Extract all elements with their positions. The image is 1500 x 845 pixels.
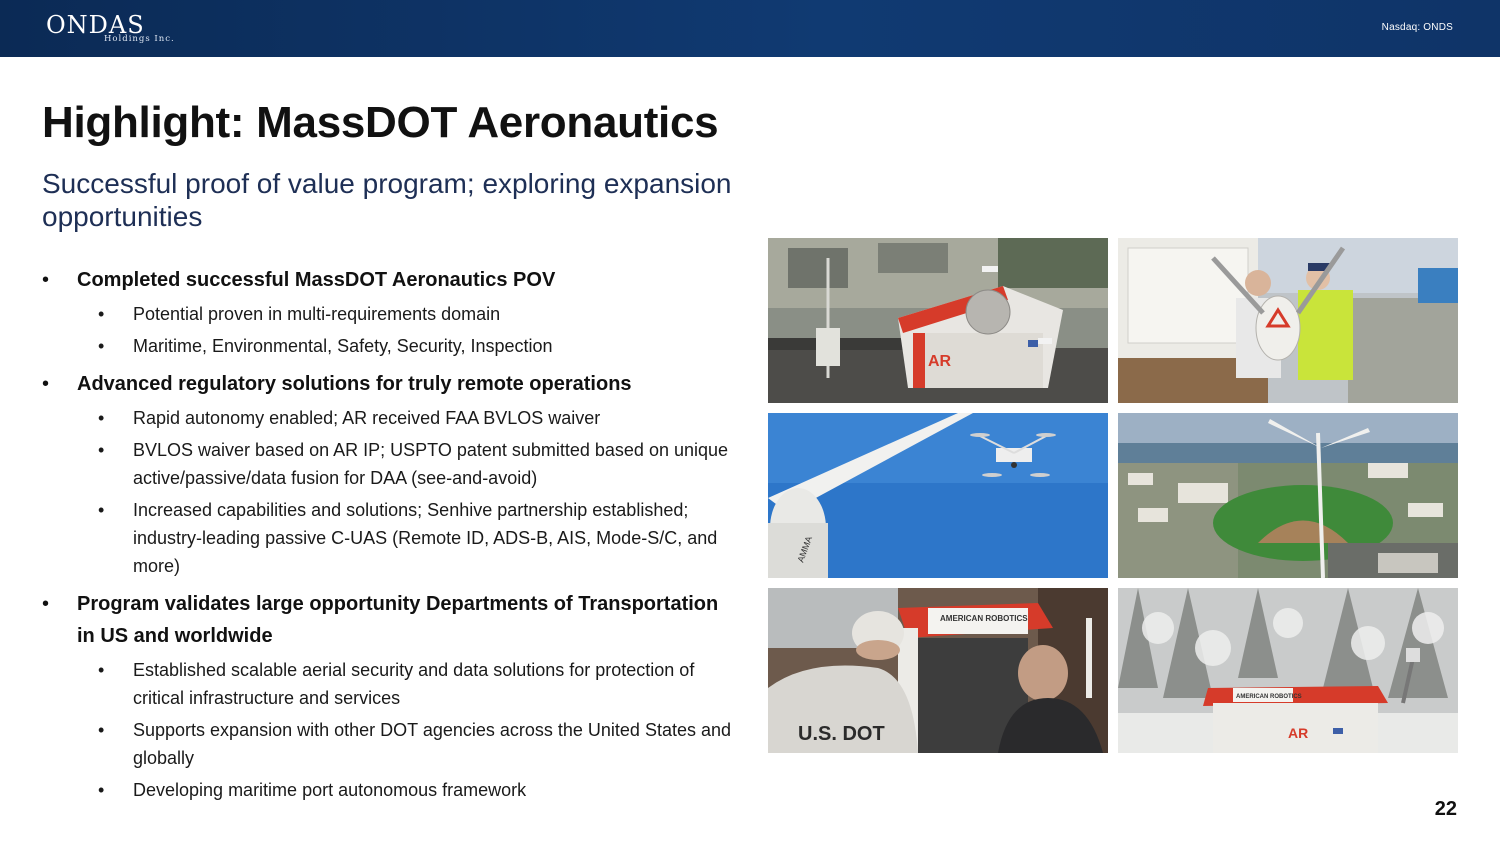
sub-bullet-text: Increased capabilities and solutions; Senhive partnership established; industry-leading passive C-UAS (Remote ID, ADS-B, AIS, Mode-S/C, and more) <box>133 500 718 576</box>
station-sign-text: AMERICAN ROBOTICS <box>940 614 1028 623</box>
bullet-list <box>42 262 732 804</box>
photo-team-with-drone <box>1118 238 1458 403</box>
bullet-icon: • <box>98 336 105 356</box>
sub-bullet-text: Supports expansion with other DOT agencies across the United States and globally <box>133 720 732 768</box>
photo-station-snowy-forest <box>1118 588 1458 753</box>
bullet-item <box>42 588 732 652</box>
logo-text: ONDAS <box>46 11 145 39</box>
sub-bullet-item <box>42 404 732 432</box>
photo-grid <box>768 238 1459 753</box>
sub-bullet-text: BVLOS waiver based on AR IP; USPTO patent submitted based on unique active/passive/data fusion for DAA (see-and-avoid) <box>133 440 729 488</box>
photo-usdot-at-station <box>768 588 1108 753</box>
page-number: 22 <box>1434 798 1457 820</box>
jacket-text: U.S. DOT <box>798 723 885 745</box>
slide-subtitle: Successful proof of value program; exploring expansion opportunities <box>42 168 732 232</box>
sub-bullet-text: Established scalable aerial security and data solutions for protection of critical infrastructure and services <box>133 660 695 708</box>
bullet-icon: • <box>98 304 105 324</box>
bullet-text: Advanced regulatory solutions for truly remote operations <box>77 373 632 395</box>
bullet-icon: • <box>42 269 50 291</box>
photo-drone-station-rooftop <box>768 238 1108 403</box>
stock-ticker: Nasdaq: ONDS <box>1381 22 1453 33</box>
sub-bullet-text: Maritime, Environmental, Safety, Security, Inspection <box>133 336 553 356</box>
bullet-icon: • <box>98 408 105 428</box>
slide-title: Highlight: MassDOT Aeronautics <box>42 98 719 147</box>
svg-text:AMMA: AMMA <box>795 534 815 564</box>
ondas-logo[interactable] <box>46 12 176 46</box>
sub-bullet-item <box>42 332 732 360</box>
sub-bullet-text: Developing maritime port autonomous framework <box>133 780 527 800</box>
sub-bullet-item <box>42 496 732 580</box>
bullet-text: Program validates large opportunity Departments of Transportation in US and worldwide <box>77 593 719 647</box>
bullet-icon: • <box>98 660 105 680</box>
bullet-icon: • <box>98 440 105 460</box>
svg-text:AR: AR <box>1288 725 1309 741</box>
sub-bullet-text: Potential proven in multi-requirements domain <box>133 304 501 324</box>
bullet-icon: • <box>98 720 105 740</box>
photo-aerial-coastal-town <box>1118 413 1458 578</box>
sub-bullet-item <box>42 436 732 492</box>
svg-text:AR: AR <box>928 353 952 370</box>
bullet-icon: • <box>98 780 105 800</box>
top-banner <box>0 0 1500 57</box>
bullet-item <box>42 264 732 296</box>
sub-bullet-text: Rapid autonomy enabled; AR received FAA BVLOS waiver <box>133 408 601 428</box>
bullet-item <box>42 368 732 400</box>
bullet-icon: • <box>42 373 50 395</box>
sub-bullet-item <box>42 300 732 328</box>
photo-drone-wind-turbine <box>768 413 1108 578</box>
bullet-text: Completed successful MassDOT Aeronautics POV <box>77 269 556 291</box>
bullet-icon: • <box>98 500 105 520</box>
station-sign-text: AMERICAN ROBOTICS <box>1236 694 1302 700</box>
sub-bullet-item <box>42 776 732 804</box>
sub-bullet-item <box>42 716 732 772</box>
bullet-icon: • <box>42 593 50 615</box>
logo-subtext: Holdings Inc. <box>104 34 175 44</box>
sub-bullet-item <box>42 656 732 712</box>
